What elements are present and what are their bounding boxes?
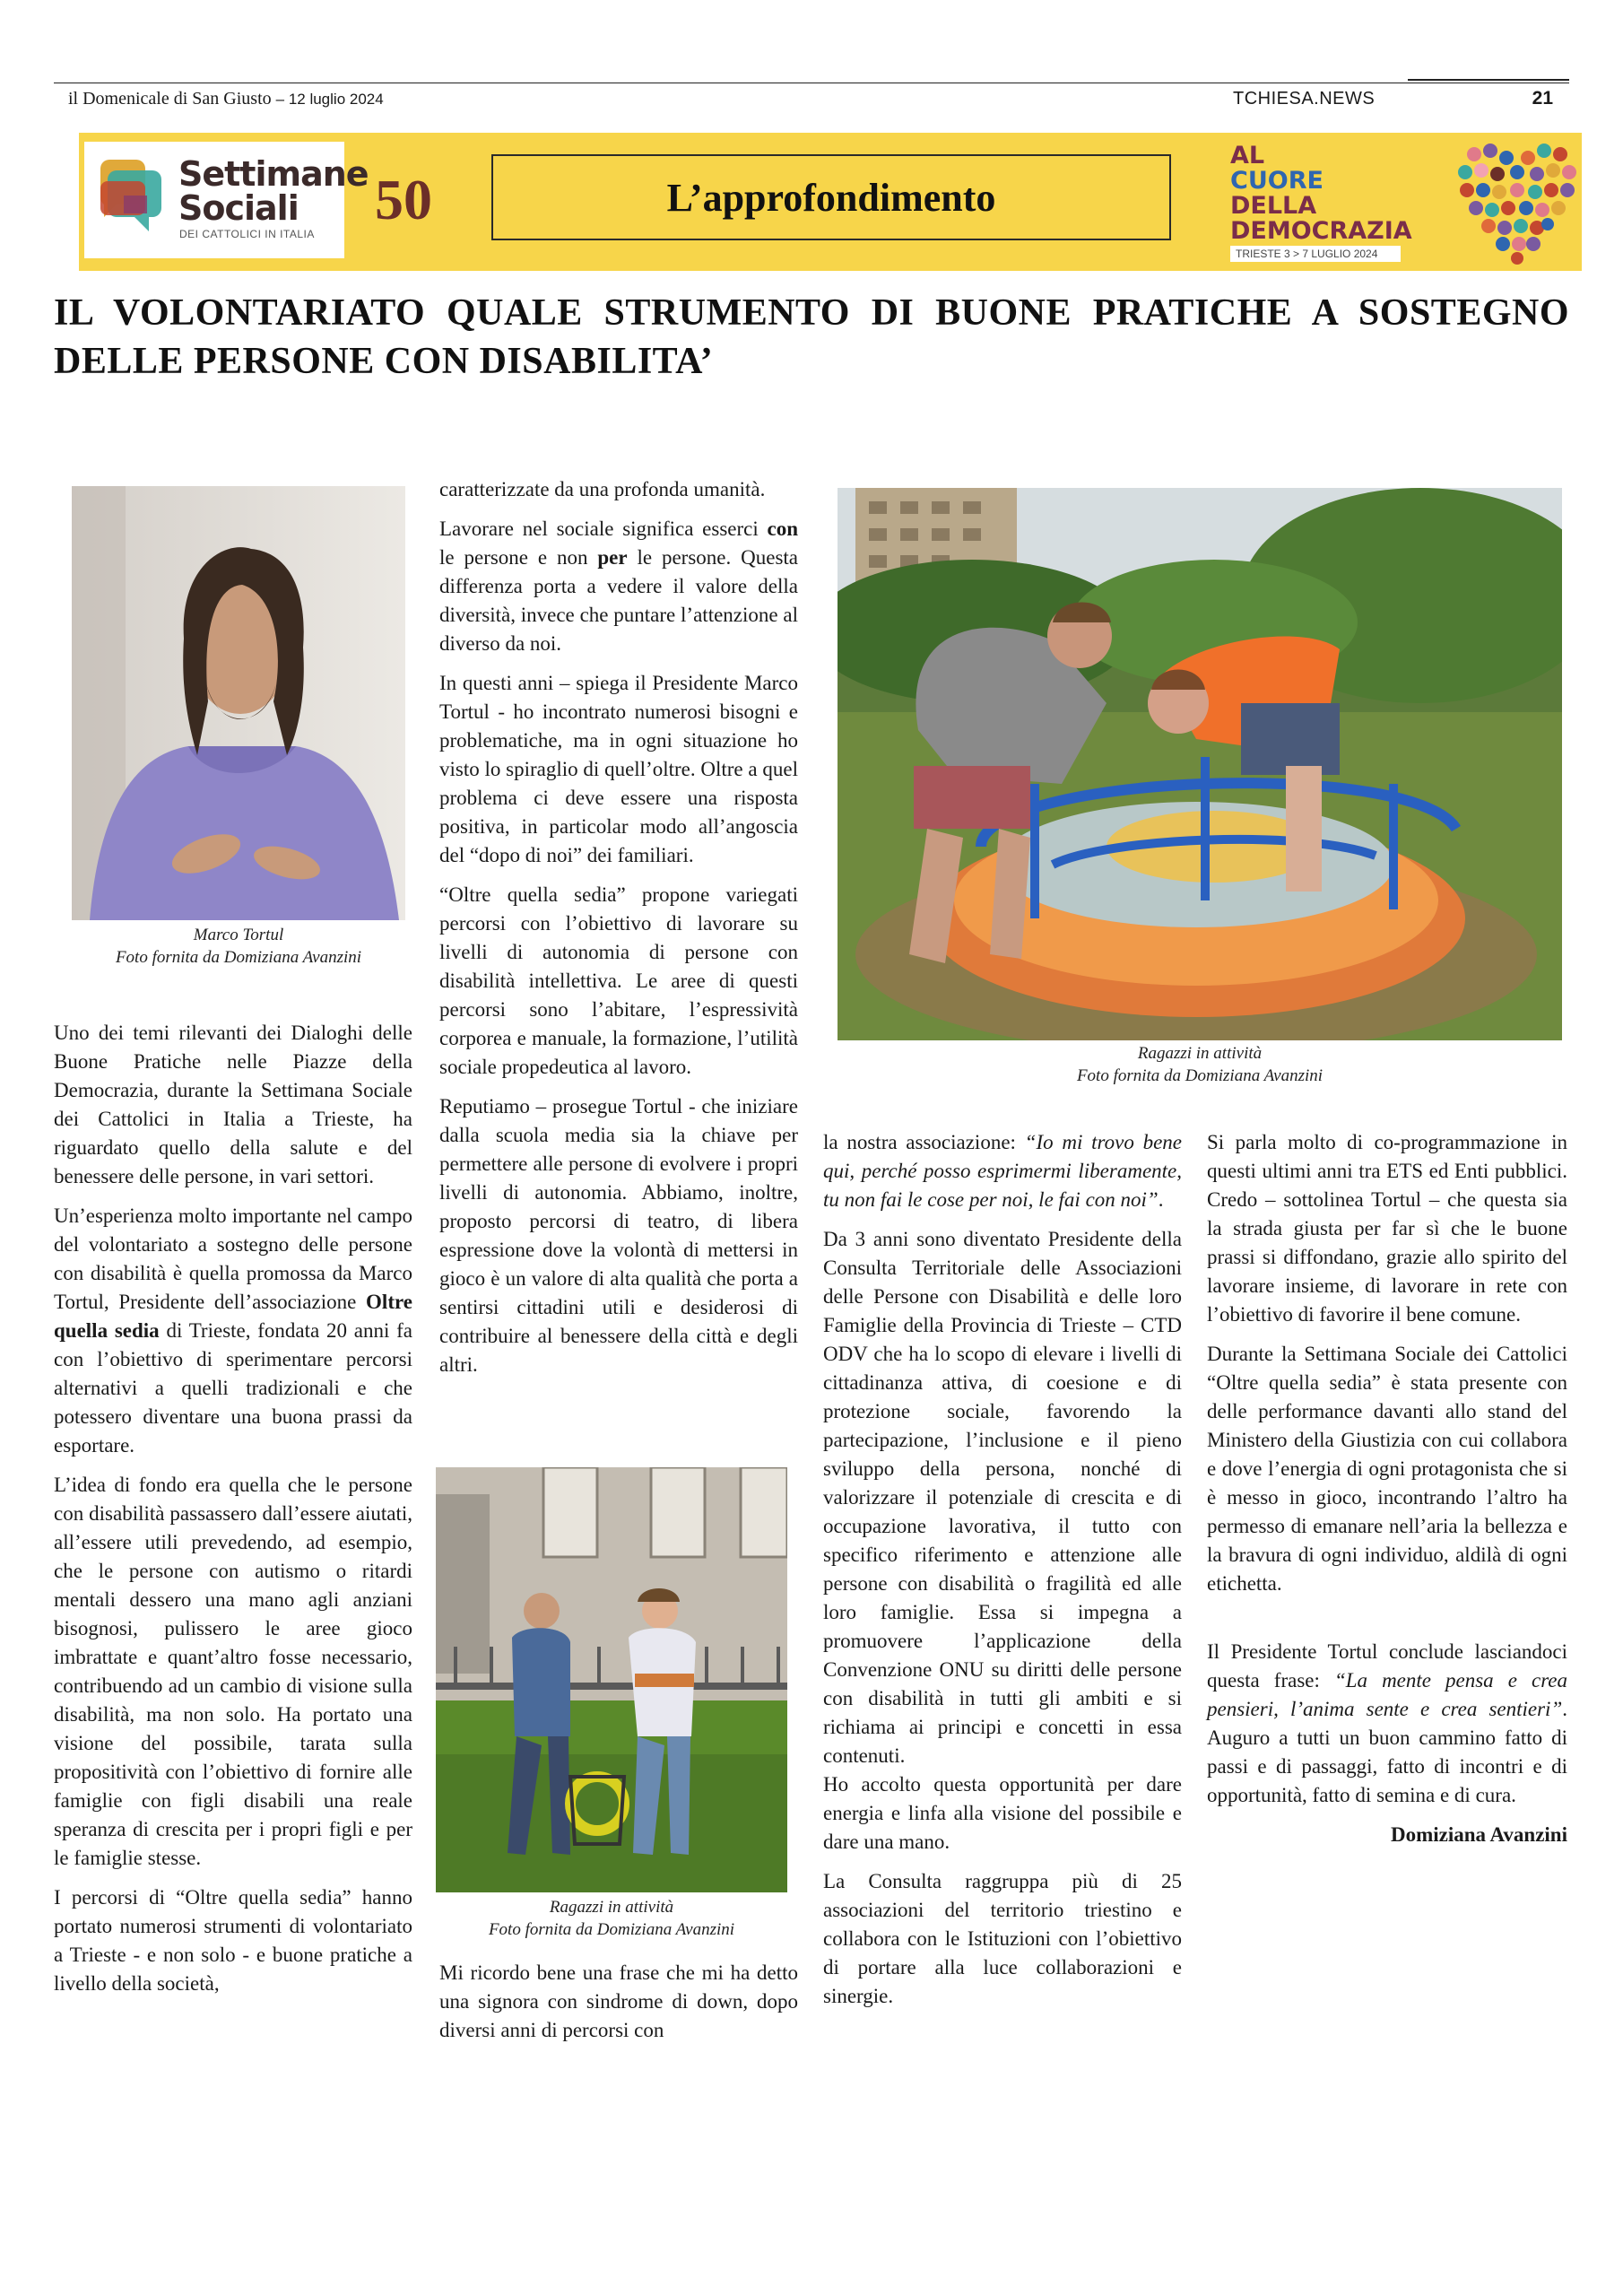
header-rule [1408,79,1569,81]
emphasis-con: con [767,517,798,540]
caption-1-credit: Foto fornita da Domiziana Avanzini [115,948,362,967]
quote: “Io mi trovo bene qui, perché posso esprimermi liberamente, tu non fai le cose per noi, le fai con noi” [823,1131,1182,1211]
article-column-4 [1207,1128,1567,1860]
section-title: L’approfondimento [666,175,996,220]
paragraph: In questi anni – spiega il Presidente Marco Tortul - ho incontrato numerosi bisogni e problematiche, ma in ogni situazione ho visto lo spiraglio di quell’oltre. Oltre a quel problema ci deve essere una risposta positiva, in particolar modo all’angoscia del “dopo di noi” dei familiari. [439,672,798,866]
event-line-2: CUORE [1230,167,1324,195]
text-run: Un’esperienza molto importante nel campo del volontariato a sostegno delle persone con disabilità è quella promossa da Marco Tortul, Presidente dell’associazione [54,1205,412,1313]
text-run: . [1158,1188,1164,1211]
portrait-image [72,486,405,920]
logo-word-sociali: Sociali [178,188,299,228]
settimane-sociali-logo [84,142,369,258]
anniversary-50: 50 [375,168,432,231]
caption-3-credit: Foto fornita da Domiziana Avanzini [488,1920,735,1939]
paragraph: Si parla molto di co-programmazione in questi ultimi anni tra ETS ed Enti pubblici. Credo – sottolinea Tortul – che questa sia la strada giusta per far sì che le buone prassi si diffondano, grazie allo spirito del lavorare insieme, di lavorare in rete con l’obiettivo di favorire il bene comune. [1207,1131,1567,1326]
author-signature: Domiziana Avanzini [1390,1823,1567,1846]
photo-ragazzi-giardino [436,1467,787,1892]
article-column-2-bottom [439,1959,798,2056]
event-line-1: AL [1230,142,1265,170]
association-name: Oltre quella sedia [54,1291,412,1342]
paragraph: Reputiamo – prosegue Tortul - che iniziare dalla scuola media sia la chiave per permettere alle persone di evolvere i propri livelli di autonomia. Abbiamo, inoltre, proposto percorsi di teatro, di libera espressione dove la volontà di mettersi in gioco è un valore di alta qualità che porta a sentirsi cittadini utili e desiderosi di contribuire al benessere della città e degli altri. [439,1095,798,1376]
text-run: Lavorare nel sociale significa esserci [439,517,768,540]
text-run: le persone e non [439,546,598,569]
paragraph: Da 3 anni sono diventato Presidente della Consulta Territoriale delle Associazioni delle Persone con Disabilità e delle loro Famiglie della Provincia di Trieste – CTD ODV che ha lo scopo di elevare i livelli di cittadinanza attiva, di coesione e di protezione sociale, favorendo la partecipazione, l’inclusione e il pieno sviluppo della persona, nonché di valorizzare il potenziale di crescita e di occupazione lavorativa, il tutto con specifico riferimento e attenzione alle persone con disabilità o fragilità ed alle loro famiglie. Essa si impegna a promuovere l’applicazione della Convenzione ONU su diritti delle persone con disabilità in tutti gli ambiti e si richiama ai principi e concetti in essa contenuti. [823,1228,1182,1767]
text-run: le persone. Questa differenza porta a vedere il valore della diversità, invece che puntare l’attenzione al diverso da noi. [439,546,798,655]
caption-1-subject: Marco Tortul [193,926,284,944]
paragraph [54,1202,412,1460]
paragraph: Uno dei temi rilevanti dei Dialoghi delle Buone Pratiche nelle Piazze della Democrazia, durante la Settimana Sociale dei Cattolici in Italia a Trieste, ha riguardato quello della salute e del benessere delle persone, in vari settori. [54,1022,412,1187]
paragraph: Durante la Settimana Sociale dei Cattolici “Oltre quella sedia” è stata presente con delle performance davanti allo stand del Ministero della Giustizia con cui collabora e dove l’energia di ogni protagonista che si è messo in gioco, incontrando l’altro ha permesso di emanare nell’aria la bellezza e la bravura di ogni individuo, aldilà di ogni etichetta. [1207,1343,1567,1595]
article-column-2 [439,475,798,1390]
quote: “La mente pensa e crea pensieri, l’anima sente e crea sentieri” [1207,1669,1567,1720]
paragraph: I percorsi di “Oltre quella sedia” hanno portato numerosi strumenti di volontariato a Trieste - e non solo - e buone pratiche a livello della società, [54,1886,412,1995]
paragraph: La Consulta raggruppa più di 25 associazioni del territorio triestino e collabora con le Istituzioni con l’obiettivo di portare alla luce collaborazioni e sinergie. [823,1870,1182,2007]
playground-image [838,488,1562,1040]
emphasis-per: per [597,546,628,569]
caption-2-credit: Foto fornita da Domiziana Avanzini [1076,1066,1324,1085]
photo-ragazzi-giostra [838,488,1562,1040]
caption-2-subject: Ragazzi in attività [1137,1044,1263,1063]
paragraph [1207,1638,1567,1810]
publication-name: il Domenicale di San Giusto [68,89,272,109]
event-line-4: DEMOCRAZIA [1230,217,1412,245]
garden-image [436,1467,787,1892]
heart-mosaic-icon [1454,138,1580,265]
article-column-3 [823,1128,1182,2022]
publication-date: – 12 luglio 2024 [275,91,384,108]
site-name: TCHIESA.NEWS [1233,89,1376,109]
photo-marco-tortul [72,486,405,920]
caption-photo-2 [986,1042,1413,1087]
logo-word-settimane: Settimane [178,154,369,194]
caption-photo-3 [436,1896,787,1941]
speech-bubbles-icon [91,151,172,249]
paragraph: caratterizzate da una profonda umanità. [439,478,766,500]
article-headline: IL VOLONTARIATO QUALE STRUMENTO DI BUONE PRATICHE A SOSTEGNO DELLE PERSONE CON DISABILITA’ [54,292,1569,382]
paragraph: “Oltre quella sedia” propone variegati percorsi con l’obiettivo di lavorare su livelli di autonomia di persone con disabilità intellettiva. Le aree di questi percorsi sono l’abitare, l’espressività corporea e manuale, la formazione, l’utilità sociale propedeutica al lavoro. [439,883,798,1078]
caption-photo-1 [54,924,423,969]
paragraph [823,1128,1182,1214]
event-dates: TRIESTE 3 > 7 LUGLIO 2024 [1230,246,1401,262]
logo-subtitle: DEI CATTOLICI IN ITALIA [179,228,315,240]
paragraph: Ho accolto questa opportunità per dare energia e linfa alla visione del possibile e dare una mano. [823,1773,1182,1853]
article-column-1 [54,1019,412,2009]
section-title-box [491,154,1171,240]
page-number: 21 [1532,88,1553,109]
running-header [54,83,1569,113]
paragraph: Mi ricordo bene una frase che mi ha detto una signora con sindrome di down, dopo diversi anni di percorsi con [439,1961,798,2041]
caption-3-subject: Ragazzi in attività [549,1898,674,1917]
text-run: . Auguro a tutti un buon cammino fatto di passi e di passaggi, fatto di incontri e di opportunità, fatto di semina e di cura. [1207,1698,1567,1806]
text-run: Il Presidente Tortul conclude lasciandoci questa frase: [1207,1640,1567,1692]
event-title [1230,144,1412,244]
text-run: la nostra associazione: [823,1131,1025,1153]
section-banner [79,133,1582,271]
text-run: di Trieste, fondata 20 anni fa con l’obiettivo di sperimentare percorsi alternativi a quelli tradizionali e che potessero diventare una buona prassi da esportare. [54,1319,412,1457]
paragraph: L’idea di fondo era quella che le persone con disabilità passassero dall’essere aiutati, all’essere utili prevedendo, ad esempio, che le persone con autismo o ritardi mentali dessero una mano agli anziani bisognosi, pulissero le aree gioco imbrattate e quant’altro fosse necessario, contribuendo ad un cambio di visione sulla disabilità, ma non solo. Ha portato una visione del possibile, tarata sulla propositività con l’obiettivo di fornire alle famiglie con figli disabili una reale speranza di crescita per i propri figli e per le famiglie stesse. [54,1474,412,1869]
paragraph [439,515,798,658]
event-line-3: DELLA [1230,192,1317,220]
publication-line [68,89,384,109]
